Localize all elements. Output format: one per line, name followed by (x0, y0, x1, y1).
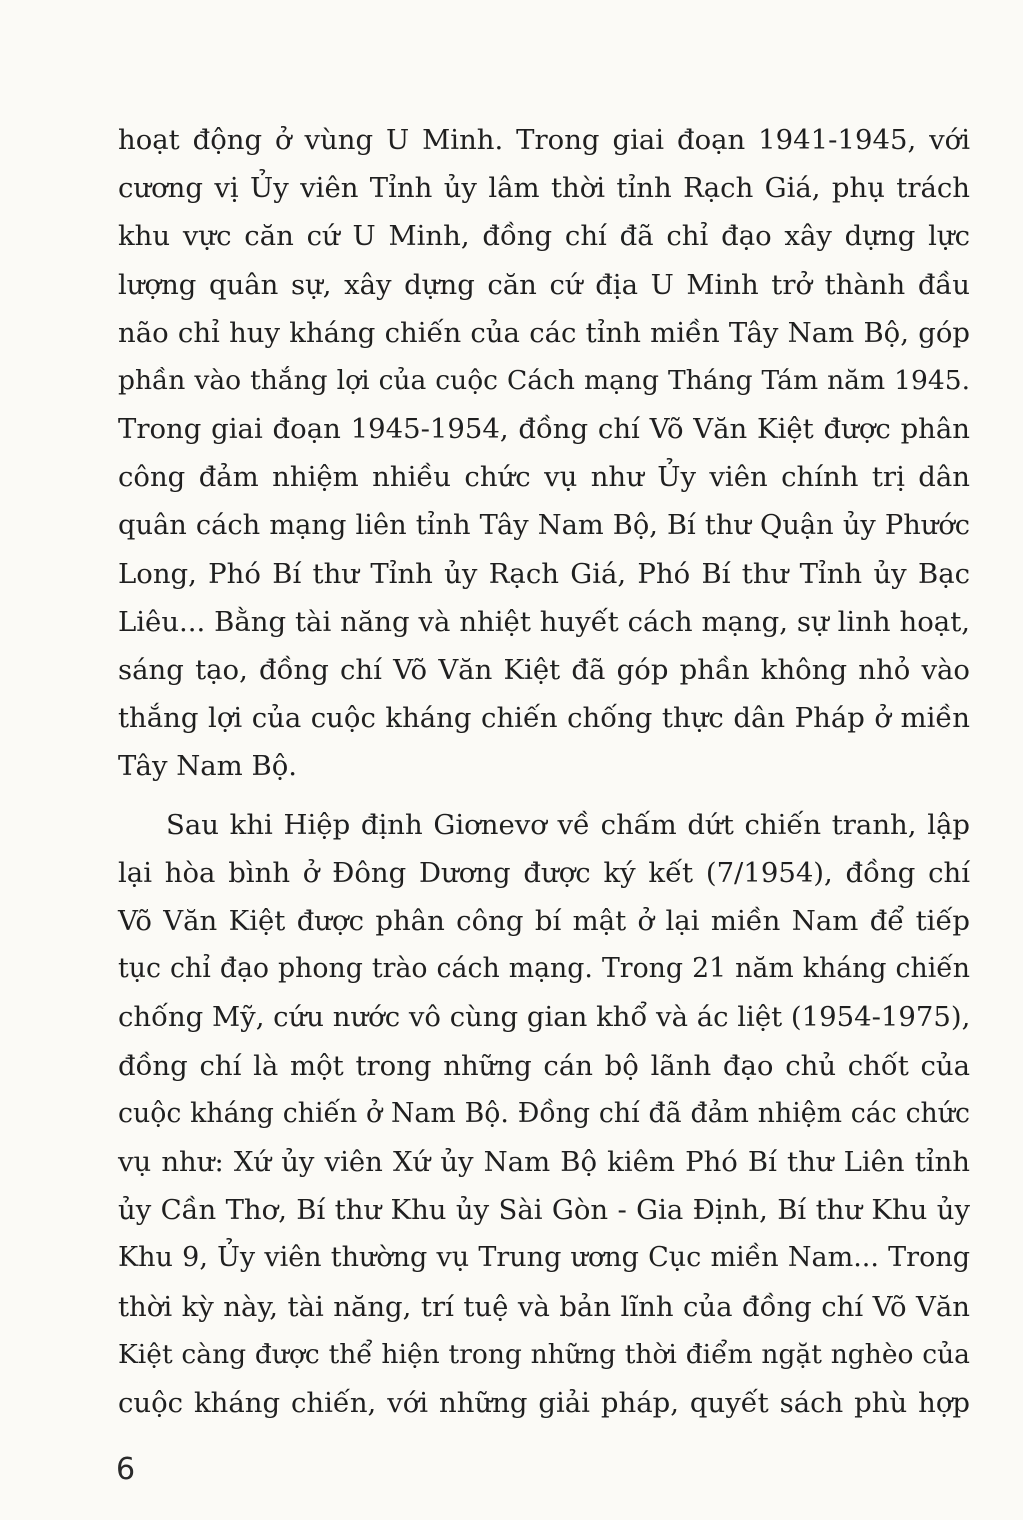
text-line: cương vị Ủy viên Tỉnh ủy lâm thời tỉnh Rạch Giá, phụ trách (118, 172, 970, 205)
text-line: tục chỉ đạo phong trào cách mạng. Trong 21 năm kháng chiến (118, 953, 970, 985)
text-line: Liêu... Bằng tài năng và nhiệt huyết cách mạng, sự linh hoạt, (118, 605, 970, 638)
text-line: ủy Cần Thơ, Bí thư Khu ủy Sài Gòn - Gia Định, Bí thư Khu ủy (118, 1194, 970, 1227)
text-line: lượng quân sự, xây dựng căn cứ địa U Minh trở thành đầu (118, 268, 970, 301)
text-line: vụ như: Xứ ủy viên Xứ ủy Nam Bộ kiêm Phó Bí thư Liên tỉnh (118, 1145, 970, 1178)
text-line: quân cách mạng liên tỉnh Tây Nam Bộ, Bí thư Quận ủy Phước (118, 509, 970, 541)
text-line: Tây Nam Bộ. (118, 750, 298, 783)
text-line: não chỉ huy kháng chiến của các tỉnh miền Tây Nam Bộ, góp (118, 316, 970, 349)
paragraph-gap (118, 791, 970, 801)
text-line: công đảm nhiệm nhiều chức vụ như Ủy viên chính trị dân (118, 461, 970, 494)
text-line: đồng chí là một trong những cán bộ lãnh đạo chủ chốt của (118, 1049, 970, 1082)
text-line: Trong giai đoạn 1945-1954, đồng chí Võ Văn Kiệt được phân (118, 413, 970, 446)
page-number: 6 (116, 1452, 136, 1487)
body-text (118, 116, 970, 1427)
text-line: Võ Văn Kiệt được phân công bí mật ở lại miền Nam để tiếp (118, 905, 970, 937)
text-line: Long, Phó Bí thư Tỉnh ủy Rạch Giá, Phó Bí thư Tỉnh ủy Bạc (118, 557, 970, 590)
text-line: lại hòa bình ở Đông Dương được ký kết (7/1954), đồng chí (118, 856, 970, 889)
text-line: hoạt động ở vùng U Minh. Trong giai đoạn 1941-1945, với (118, 124, 970, 156)
text-line: khu vực căn cứ U Minh, đồng chí đã chỉ đạo xây dựng lực (118, 220, 970, 253)
text-line: cuộc kháng chiến, với những giải pháp, quyết sách phù hợp (118, 1386, 970, 1419)
text-line: Kiệt càng được thể hiện trong những thời điểm ngặt nghèo của (118, 1338, 970, 1370)
text-line: cuộc kháng chiến ở Nam Bộ. Đồng chí đã đảm nhiệm các chức (118, 1097, 970, 1129)
text-line: Sau khi Hiệp định Giơnevơ về chấm dứt chiến tranh, lập (166, 808, 970, 841)
text-line: sáng tạo, đồng chí Võ Văn Kiệt đã góp phần không nhỏ vào (118, 654, 970, 687)
paragraph-2 (118, 801, 970, 1427)
text-line: thắng lợi của cuộc kháng chiến chống thực dân Pháp ở miền (118, 702, 970, 735)
text-line: chống Mỹ, cứu nước vô cùng gian khổ và ác liệt (1954-1975), (118, 1001, 971, 1034)
text-line: thời kỳ này, tài năng, trí tuệ và bản lĩnh của đồng chí Võ Văn (118, 1290, 970, 1323)
text-line: phần vào thắng lợi của cuộc Cách mạng Tháng Tám năm 1945. (118, 364, 970, 396)
text-line: Khu 9, Ủy viên thường vụ Trung ương Cục miền Nam... Trong (118, 1242, 970, 1274)
paragraph-1 (118, 116, 970, 791)
